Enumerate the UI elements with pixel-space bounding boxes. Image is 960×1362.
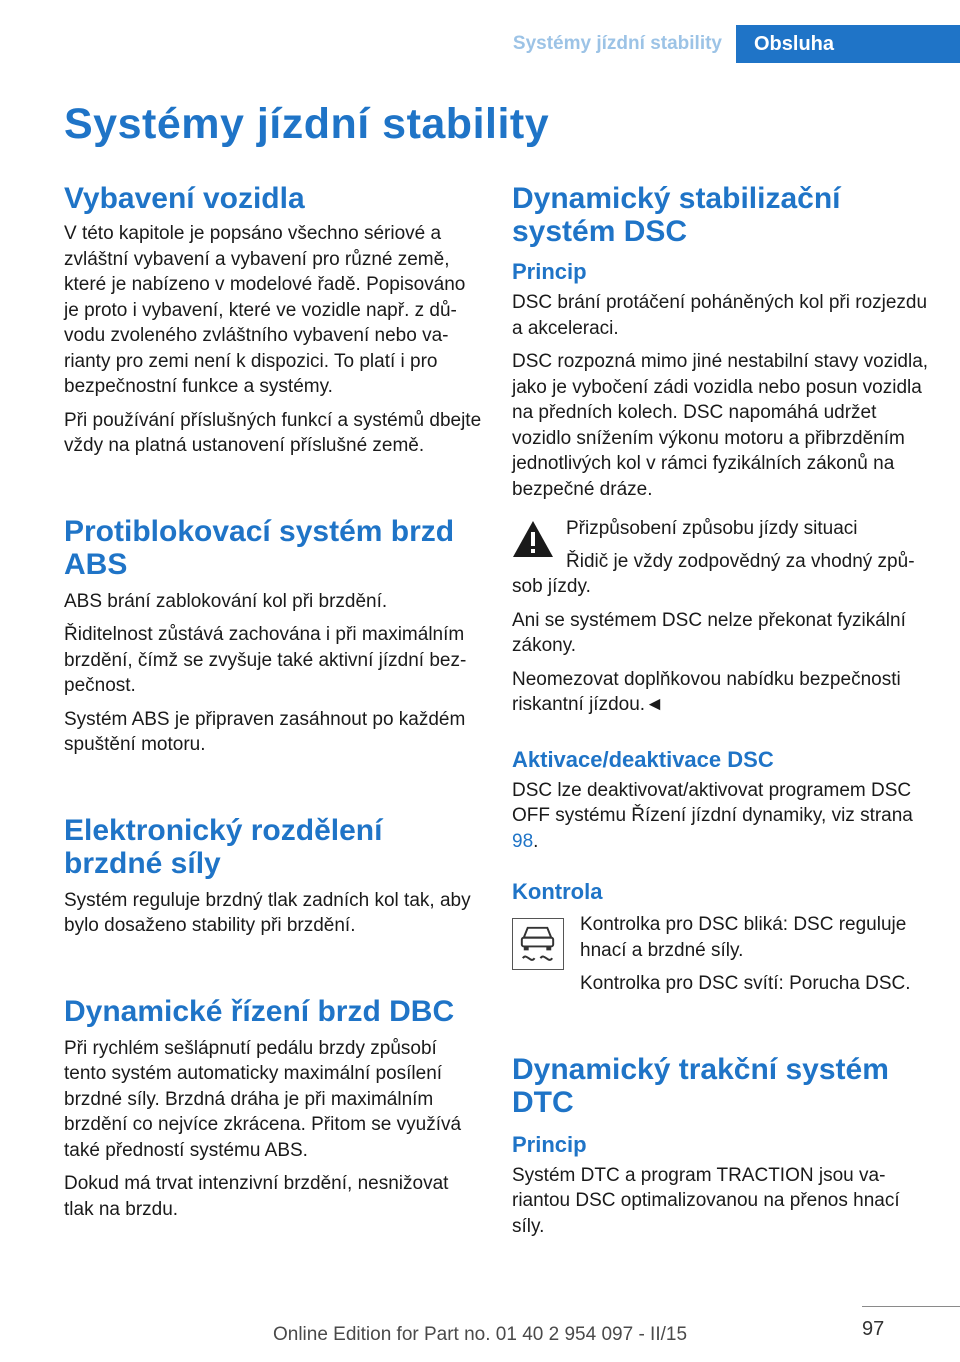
paragraph: Neomezovat doplňkovou nabídku bezpečnosti riskantní jízdou.◄ (512, 668, 901, 715)
warning-title: Přizpůsobení způsobu jízdy situaci (566, 518, 858, 539)
dsc-skid-car-icon (513, 919, 562, 968)
section-heading-ebd: Elektronický rozdělení brzdné síly (64, 813, 383, 880)
footer-edition: Online Edition for Part no. 01 40 2 954 097 - II/15 (272, 1324, 688, 1345)
activation-text: DSC lze deaktivovat/aktivovat programem DSC OFF systému Řízení jízdní dynamiky, viz strana (512, 779, 913, 826)
paragraph: Při rychlém sešlápnutí pedálu brzdy způsobí tento systém automaticky maximální posílení brzdné síly. Brzdná dráha je při maximálním brzdění co nejvíce zkrácena. Přitom se využívá také předností systému ABS. (64, 1037, 462, 1161)
paragraph-activation (512, 778, 930, 855)
section-heading-abs: Protiblokovací systém brzd ABS (64, 514, 455, 581)
paragraph: Řiditelnost zůstává zachována i při maximálním brzdění, čímž se zvyšuje také aktivní jízdní bezpečnost. (64, 624, 467, 696)
section-heading-dtc: Dynamický trakční systém DTC (512, 1052, 889, 1119)
subheading-activation: Aktivace/deaktivace DSC (512, 746, 774, 772)
paragraph: DSC brání protáčení poháněných kol při rozjezdu a akceleraci. (512, 292, 928, 339)
indicator-flashing-text: Kontrolka pro DSC bliká: DSC reguluje hnací a brzdné síly. (580, 914, 907, 961)
paragraph: Systém DTC a program TRACTION jsou variantou DSC optimalizovanou na přenos hnací síly. (512, 1164, 900, 1237)
header-section-title: Systémy jízdní stability (512, 33, 722, 54)
indicator-block (512, 912, 930, 997)
paragraph: DSC rozpozná mimo jiné nestabilní stavy vozidla, jako je vybočení zádi vozidla nebo posun vozidla na předních kolech. DSC napomáhá udržet vozidlo snížením výkonu motoru a přibrzděním jednotlivých kol v rámci fyzikálních zákonů na bezpečné dráze. (512, 351, 929, 500)
page-title: Systémy jízdní stability (64, 100, 550, 148)
paragraph: Ani se systémem DSC nelze překonat fyzikální zákony. (512, 609, 906, 656)
activation-end: . (533, 830, 539, 852)
header-chapter-tab: Obsluha (736, 25, 960, 63)
section-heading-dsc: Dynamický stabilizační systém DSC (512, 182, 841, 248)
paragraph: Systém reguluje brzdný tlak zadních kol tak, aby bylo dosaženo stability při brzdění. (64, 889, 471, 936)
paragraph: Dokud má trvat intenzivní brzdění, nesnižovat tlak na brzdu. (64, 1173, 449, 1220)
section-heading-dbc: Dynamické řízení brzd DBC (64, 994, 455, 1028)
left-column (64, 182, 482, 1222)
warning-box (512, 516, 930, 600)
subheading-principle-dtc: Princip (512, 1131, 587, 1157)
right-column (512, 182, 930, 1239)
warning-triangle-icon (512, 520, 554, 558)
page-number: 97 (862, 1318, 885, 1340)
paragraph: ABS brání zablokování kol při brzdění. (64, 590, 388, 612)
indicator-lit-text: Kontrolka pro DSC svítí: Porucha DSC. (580, 973, 911, 994)
subheading-principle: Princip (512, 259, 587, 284)
paragraph: V této kapitole je popsáno všechno sériové a zvláštní vybavení a vybavení pro různé země, které je nabízeno v modelové řadě. Popisováno je proto i vybavení, které ve vozidle např. z důvodu zvoleného zvláštního vybavení nebo varianty pro zemi není k dispozici. To platí i pro bezpečnostní funkce a systémy. (64, 223, 466, 397)
paragraph: Při používání příslušných funkcí a systémů dbejte vždy na platná ustanovení příslušné země. (64, 409, 482, 456)
warning-text: Řidič je vždy zodpovědný za vhodný způsob jízdy. (512, 550, 915, 597)
section-heading-equipment: Vybavení vozidla (64, 182, 305, 215)
paragraph: Systém ABS je připraven zasáhnout po každém spuštění motoru. (64, 708, 466, 755)
dsc-indicator-box (512, 918, 564, 970)
subheading-control: Kontrola (512, 879, 603, 904)
page-reference-link[interactable]: 98 (512, 830, 534, 852)
page-header (0, 25, 960, 63)
footer-divider (862, 1306, 960, 1307)
